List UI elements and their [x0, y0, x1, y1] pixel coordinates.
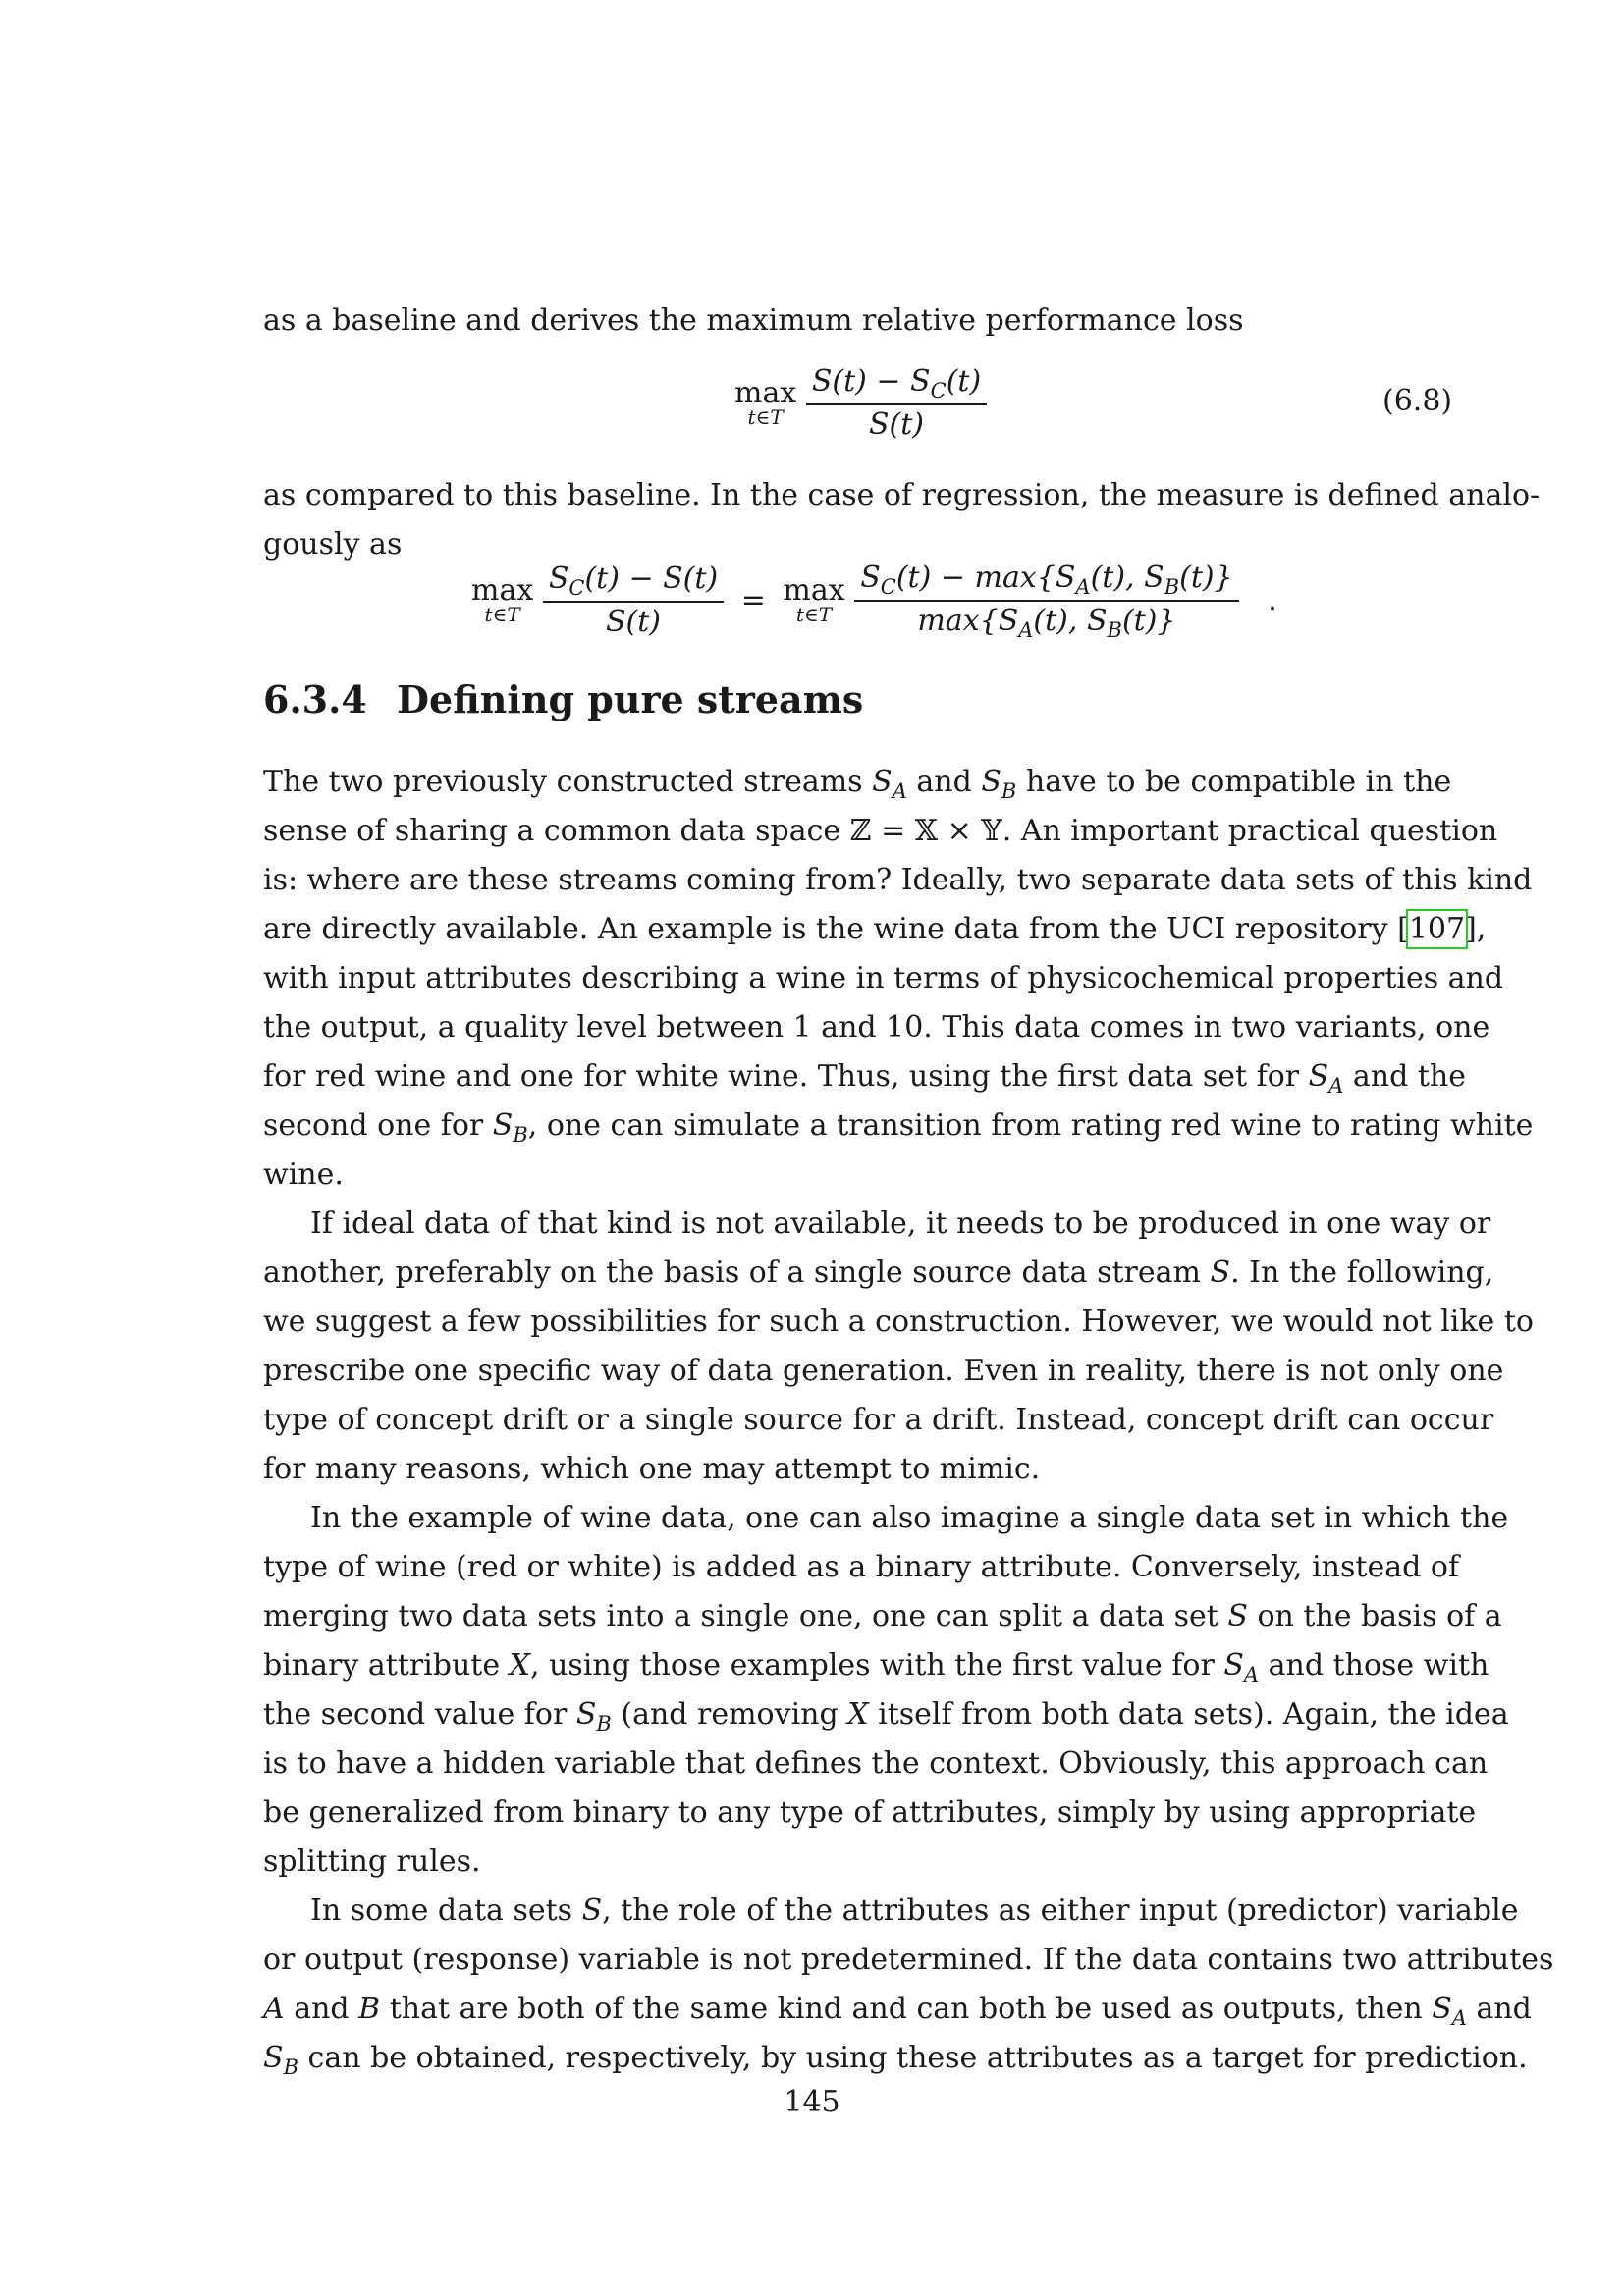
period: .	[1268, 583, 1277, 617]
math-symbol: S	[1223, 1648, 1244, 1682]
text-span: wine.	[263, 1157, 344, 1192]
page-number: 145	[784, 2085, 840, 2119]
text-span: with input attributes describing a wine in terms of physicochemical properties and	[263, 961, 1504, 995]
text-span: , one can simulate a transition from rating red wine to rating white	[527, 1108, 1534, 1143]
text-line	[263, 471, 1541, 520]
text-span: as compared to this baseline. In the case of regression, the measure is defined analo-	[263, 478, 1541, 512]
max-operator	[734, 376, 797, 429]
text-span: . In the following,	[1230, 1255, 1494, 1290]
max-subscript: t∈T	[795, 603, 833, 626]
fraction-rhs	[854, 561, 1238, 640]
math-symbol: S	[575, 1697, 597, 1732]
equals-sign: =	[740, 583, 766, 617]
text-span: for red wine and one for white wine. Thus, using the first data set for	[263, 1059, 1309, 1094]
text-span: gously as	[263, 527, 403, 561]
equation-6-8	[734, 365, 987, 442]
text-line	[263, 954, 1504, 1003]
text-span: is to have a hidden variable that defines the context. Obviously, this approach can	[263, 1746, 1489, 1781]
text-span: we suggest a few possibilities for such a construction. However, we would not like to	[263, 1305, 1534, 1339]
denominator: S(t)	[605, 605, 661, 639]
text-span: is: where are these streams coming from? Ideally, two separate data sets of this kind	[263, 863, 1533, 897]
num-term: S	[860, 561, 881, 595]
subscript: A	[1018, 618, 1034, 642]
math-symbol: S	[872, 765, 893, 799]
subscript: B	[513, 1123, 528, 1147]
max-operator	[471, 573, 534, 626]
subscript: A	[1075, 575, 1091, 599]
text-span: and	[284, 1992, 359, 2026]
text-span: can be obtained, respectively, by using these attributes as a target for prediction.	[298, 2041, 1528, 2075]
text-line	[263, 807, 1498, 856]
denominator: S(t)	[868, 407, 924, 442]
fraction-lhs	[543, 562, 724, 639]
text-line	[263, 1347, 1504, 1396]
text-line	[263, 1396, 1494, 1445]
num-term: S(t)	[811, 364, 867, 399]
text-line	[263, 856, 1533, 905]
text-line	[263, 1494, 1509, 1543]
text-span: In the example of wine data, one can also imagine a single data set in which the	[310, 1501, 1509, 1535]
num-term: (t) − S(t)	[584, 561, 719, 596]
text-line	[263, 1936, 1554, 1985]
subscript: C	[930, 379, 947, 402]
text-span: splitting rules.	[263, 1844, 481, 1879]
math-symbol: S	[1308, 1059, 1329, 1094]
text-span: the output, a quality level between 1 and 10. This data comes in two variants, one	[263, 1010, 1490, 1044]
subscript: B	[1107, 618, 1122, 642]
subscript: A	[1451, 2006, 1467, 2030]
text-span: on the basis of a	[1247, 1599, 1502, 1633]
text-line	[263, 1887, 1519, 1936]
section-heading	[263, 675, 863, 724]
text-line	[263, 1249, 1494, 1298]
text-line	[263, 1690, 1509, 1741]
minus-sign: −	[866, 364, 911, 399]
num-term: (t) − max{S	[895, 561, 1076, 595]
text-line	[263, 1543, 1460, 1592]
text-span: ],	[1465, 912, 1487, 946]
subscript: B	[596, 1712, 612, 1735]
text-line	[263, 1641, 1489, 1692]
text-span: (and removing	[611, 1697, 848, 1732]
text-span: another, preferably on the basis of a single source data stream	[263, 1255, 1211, 1290]
text-line	[263, 1789, 1477, 1838]
max-label: max	[734, 376, 797, 410]
math-symbol: A	[263, 1992, 285, 2026]
math-symbol: X	[847, 1697, 869, 1732]
text-span: be generalized from binary to any type of attributes, simply by using appropriate	[263, 1795, 1477, 1830]
text-span: In some data sets	[310, 1894, 582, 1928]
subscript: B	[1164, 575, 1180, 599]
text-span: merging two data sets into a single one, one can split a data set	[263, 1599, 1228, 1633]
text-line	[263, 1739, 1489, 1789]
text-span: that are both of the same kind and can both be used as outputs, then	[380, 1992, 1433, 2026]
text-span: If ideal data of that kind is not available, it needs to be produced in one way or	[310, 1206, 1491, 1241]
text-line	[263, 1838, 1449, 1887]
subscript: B	[283, 2056, 298, 2079]
subscript: A	[1243, 1663, 1260, 1686]
math-symbol: X	[509, 1648, 530, 1682]
max-subscript: t∈T	[747, 405, 784, 429]
subscript: B	[1001, 779, 1017, 803]
citation-link[interactable]: 107	[1408, 912, 1466, 946]
den-term: (t), S	[1033, 604, 1108, 638]
numerator	[854, 561, 1238, 602]
section-number: 6.3.4	[263, 677, 367, 721]
subscript: A	[892, 779, 907, 803]
subscript: A	[1328, 1074, 1344, 1097]
intro-text: as a baseline and derives the maximum relative performance loss	[263, 303, 1244, 338]
math-symbol: S	[492, 1108, 514, 1143]
max-label: max	[471, 573, 534, 608]
den-term: (t)}	[1121, 604, 1176, 638]
text-span: type of concept drift or a single source for a drift. Instead, concept drift can occur	[263, 1403, 1494, 1437]
math-symbol: S	[981, 765, 1001, 799]
subscript: C	[880, 575, 896, 599]
text-span: and those with	[1259, 1648, 1489, 1682]
num-term: S	[910, 364, 931, 399]
text-span: second one for	[263, 1108, 493, 1143]
text-span: binary attribute	[263, 1648, 510, 1682]
text-span: , using those examples with the first value for	[530, 1648, 1224, 1682]
numerator	[543, 562, 724, 603]
text-line	[263, 1003, 1490, 1052]
math-symbol: S	[581, 1894, 603, 1928]
fraction	[806, 365, 987, 442]
denominator	[854, 602, 1238, 640]
text-line	[263, 1200, 1491, 1249]
text-line	[263, 1985, 1532, 2036]
text-span: and	[1466, 1992, 1532, 2026]
den-term: max{S	[917, 604, 1019, 638]
text-span: have to be compatible in the	[1016, 765, 1452, 799]
text-line	[263, 2034, 1528, 2085]
text-span: for many reasons, which one may attempt to mimic.	[263, 1452, 1041, 1486]
max-operator	[783, 573, 845, 626]
equation-number: (6.8)	[1382, 384, 1453, 418]
text-line	[263, 296, 1449, 346]
subscript: C	[568, 576, 585, 600]
text-line	[263, 1445, 1449, 1494]
max-subscript: t∈T	[484, 603, 520, 626]
num-term: (t), S	[1090, 561, 1164, 595]
equation-regression	[471, 561, 1277, 640]
text-line	[263, 758, 1452, 809]
text-span: the second value for	[263, 1697, 576, 1732]
text-span: and	[906, 765, 982, 799]
text-line	[263, 1101, 1534, 1152]
section-title: Defining pure streams	[397, 677, 864, 721]
text-span: prescribe one specific way of data generation. Even in reality, there is not only one	[263, 1354, 1504, 1388]
text-line	[263, 1592, 1502, 1641]
max-label: max	[783, 573, 845, 608]
text-span: or output (response) variable is not predetermined. If the data contains two attributes	[263, 1943, 1554, 1977]
text-span: and the	[1343, 1059, 1466, 1094]
num-term: (t)}	[1179, 561, 1233, 595]
text-span: type of wine (red or white) is added as a binary attribute. Conversely, instead of	[263, 1550, 1460, 1584]
text-line	[263, 1150, 1449, 1200]
num-term: (t)	[946, 364, 982, 399]
num-term: S	[548, 561, 569, 596]
math-symbol: S	[1432, 1992, 1452, 2026]
text-span: sense of sharing a common data space ℤ = 𝕏 × 𝕐. An important practical question	[263, 814, 1498, 848]
text-span: The two previously constructed streams	[263, 765, 873, 799]
text-line	[263, 1298, 1534, 1347]
math-symbol: B	[358, 1992, 381, 2026]
text-span: , the role of the attributes as either input (predictor) variable	[602, 1894, 1519, 1928]
numerator	[806, 365, 987, 405]
math-symbol: S	[263, 2041, 284, 2075]
text-line	[263, 905, 1487, 954]
text-span: itself from both data sets). Again, the idea	[868, 1697, 1509, 1732]
math-symbol: S	[1227, 1599, 1248, 1633]
text-span: are directly available. An example is the wine data from the UCI repository [	[263, 912, 1409, 946]
text-line	[263, 1052, 1466, 1103]
math-symbol: S	[1210, 1255, 1231, 1290]
